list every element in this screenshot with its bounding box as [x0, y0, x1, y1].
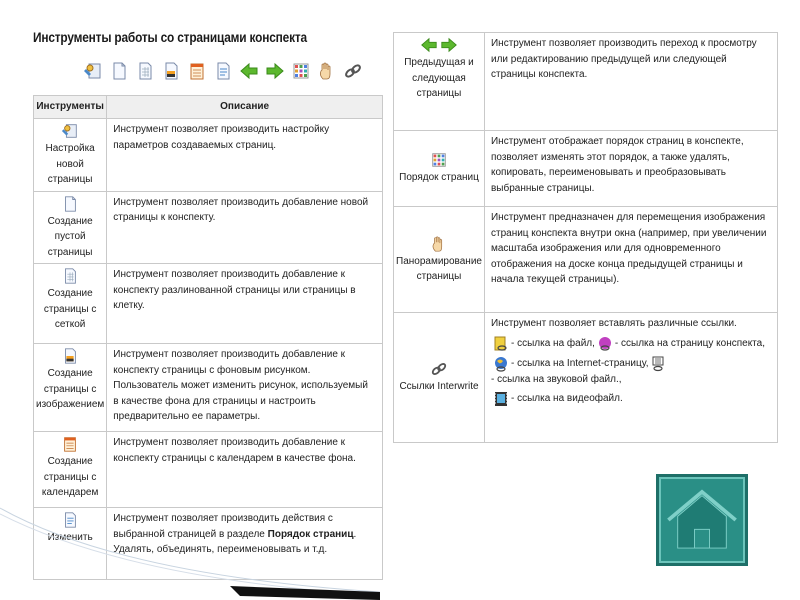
tool-icon-strip [82, 56, 364, 86]
tool-description: Инструмент позволяет производить настройку параметров создаваемых страниц. [107, 119, 383, 192]
arrow-right-icon[interactable] [264, 60, 286, 82]
calendar-page-icon[interactable] [186, 60, 208, 82]
pan-hand-icon[interactable] [430, 235, 448, 253]
table-row [34, 344, 383, 432]
blank-page-icon[interactable] [61, 195, 79, 213]
tool-name: Ссылки Interwrite [399, 381, 479, 393]
arrow-left-icon[interactable] [420, 36, 438, 54]
edit-page-icon[interactable] [212, 60, 234, 82]
internet-link-text: - ссылка на Internet-страницу, [510, 357, 649, 369]
tool-description [484, 313, 777, 443]
tool-description: Инструмент позволяет производить переход к просмотру или редактированию предыдущей или следующей страницы конспекта. [484, 33, 777, 131]
grid-page-icon[interactable] [61, 267, 79, 285]
settings-page-icon[interactable] [82, 60, 104, 82]
audio-link-icon[interactable] [650, 356, 666, 372]
file-link-text: - ссылка на файл, [510, 337, 595, 349]
settings-page-icon[interactable] [61, 122, 79, 140]
link-icon[interactable] [342, 60, 364, 82]
home-icon [659, 477, 745, 563]
page-order-icon[interactable] [430, 151, 448, 169]
tool-description: Инструмент отображает порядок страниц в конспекте, позволяет изменять этот порядок, а также удалять, копировать, переименовывать и преобразовывать выбранные страницы. [484, 131, 777, 207]
page-link-text: - ссылка на страницу конспекта, [614, 337, 765, 349]
table-row [394, 313, 778, 443]
links-intro: Инструмент позволяет вставлять различные ссылки. [490, 318, 737, 329]
pan-hand-icon[interactable] [316, 60, 338, 82]
internet-link-icon[interactable] [493, 356, 509, 372]
tool-name: Создание страницы с календарем [41, 456, 99, 498]
tool-description: Инструмент позволяет производить добавление к конспекту разлинованной страницы или страницы в клетку. [107, 264, 383, 344]
video-link-icon[interactable] [493, 391, 509, 407]
image-page-icon[interactable] [61, 347, 79, 365]
desc-text: . Удалять, объединять, переименовывать и т.д. [113, 528, 357, 555]
audio-link-text: - ссылка на звуковой файл., [490, 373, 622, 385]
decorative-swoosh [0, 500, 380, 600]
image-page-icon[interactable] [160, 60, 182, 82]
tool-description: Инструмент позволяет производить добавление к конспекту страницы с календарем в качестве фона. [107, 432, 383, 508]
tool-description: Инструмент позволяет производить добавление к конспекту страницы с фоновым рисунком. Пользователь может изменить рисунок, используемый в качестве фона для страницы и настроить предварительно ее параметры. [107, 344, 383, 432]
link-line [491, 387, 771, 411]
page-title: Инструменты работы со страницами конспекта [33, 30, 307, 45]
table-row [34, 191, 383, 264]
table-row [34, 119, 383, 192]
tool-name: Создание пустой страницы [47, 215, 93, 258]
tool-name: Создание страницы с изображением [36, 368, 105, 410]
header-tools: Инструменты [34, 96, 107, 119]
tool-description: Инструмент предназначен для перемещения изображения страниц конспекта внутри окна (например, при увеличении масштаба изображения или для одновременного отображения на доске конца предыдущей страницы и начала текущей страницы). [484, 207, 777, 313]
link-line [491, 356, 771, 388]
header-description: Описание [107, 96, 383, 119]
home-button[interactable] [656, 474, 748, 566]
file-link-icon[interactable] [493, 336, 509, 352]
arrow-left-icon[interactable] [238, 60, 260, 82]
tool-name: Настройка новой страницы [45, 143, 95, 185]
tool-name: Предыдущая и следующая страницы [404, 57, 474, 99]
table-row [394, 207, 778, 313]
tool-description: Инструмент позволяет производить добавление новой страницы к конспекту. [107, 191, 383, 264]
table-row [394, 33, 778, 131]
grid-page-icon[interactable] [134, 60, 156, 82]
calendar-page-icon[interactable] [61, 435, 79, 453]
blank-page-icon[interactable] [108, 60, 130, 82]
tool-name: Создание страницы с сеткой [43, 288, 97, 330]
video-link-text: - ссылка на видеофайл. [510, 393, 623, 405]
table-row [34, 264, 383, 344]
tool-name: Порядок страниц [399, 172, 479, 184]
desc-text: Инструмент позволяет производить действия с выбранной страницей в разделе [113, 513, 333, 540]
tool-name: Панорамирование страницы [396, 255, 482, 282]
table-row [34, 432, 383, 508]
link-icon[interactable] [430, 360, 448, 378]
tool-name: Изменить [47, 532, 93, 543]
page-link-icon[interactable] [597, 336, 613, 352]
page-order-ref: Порядок страниц [267, 528, 354, 540]
tools-table-right [393, 32, 778, 443]
link-line [491, 332, 771, 356]
arrow-right-icon[interactable] [440, 36, 458, 54]
page-order-icon[interactable] [290, 60, 312, 82]
table-row [394, 131, 778, 207]
